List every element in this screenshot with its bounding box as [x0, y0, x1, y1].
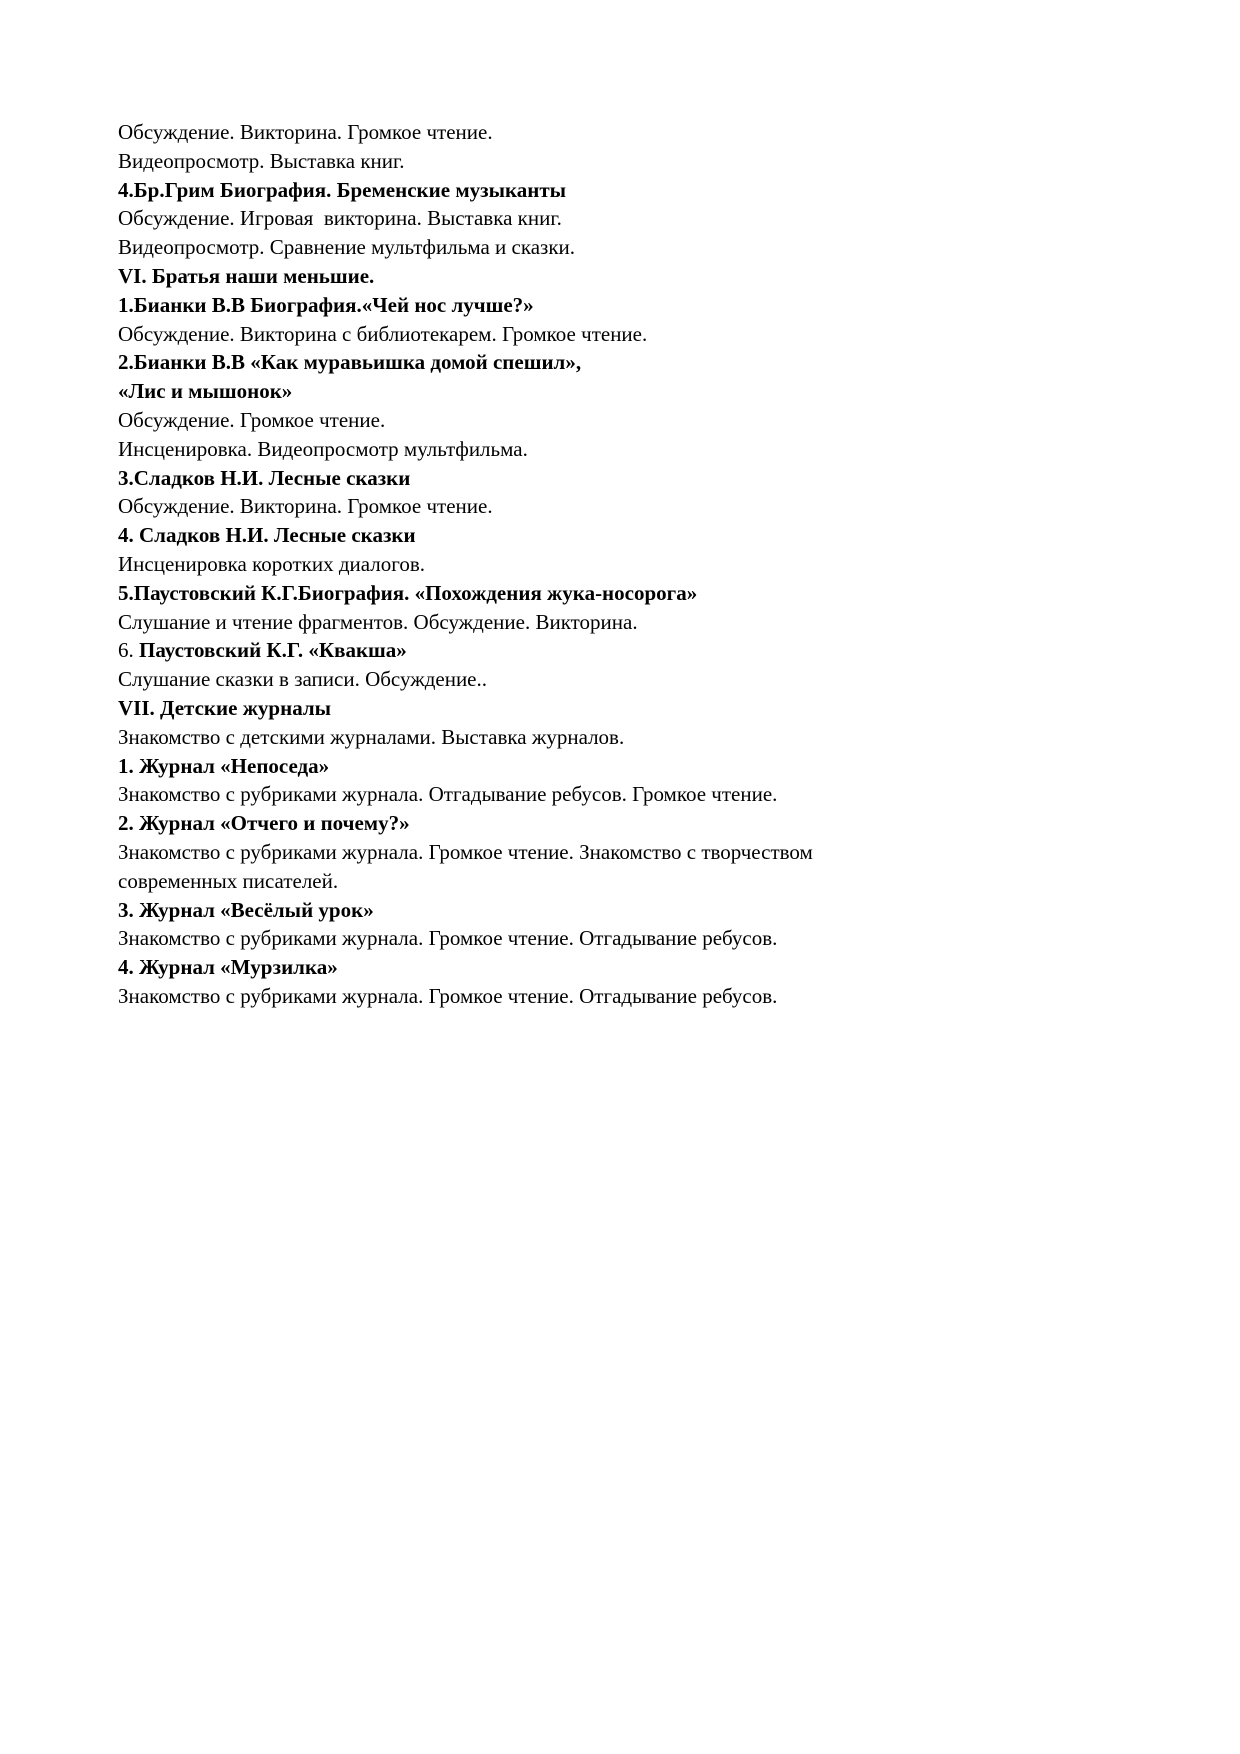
- text-line: Знакомство с рубриками журнала. Громкое чтение. Отгадывание ребусов.: [118, 926, 778, 951]
- section-heading: 3. Журнал «Весёлый урок»: [118, 897, 374, 922]
- text-line: Обсуждение. Викторина. Громкое чтение.: [118, 120, 493, 144]
- chapter-heading: VI. Братья наши меньшие.: [118, 263, 375, 288]
- section-heading-continued: «Лис и мышонок»: [118, 379, 293, 404]
- text-line: Обсуждение. Игровая викторина. Выставка книг.: [118, 206, 562, 231]
- text-line: Инсценировка. Видеопросмотр мультфильма.: [118, 436, 528, 461]
- text-line: Знакомство с детскими журналами. Выставка журналов.: [118, 724, 625, 749]
- text-line: Слушание и чтение фрагментов. Обсуждение. Викторина.: [118, 609, 638, 634]
- section-number: 6.: [118, 638, 139, 663]
- text-line: Видеопросмотр. Сравнение мультфильма и сказки.: [118, 235, 576, 260]
- section-heading: 3.Сладков Н.И. Лесные сказки: [118, 465, 411, 490]
- section-heading: 5.Паустовский К.Г.Биография. «Похождения жука-носорога»: [118, 580, 698, 605]
- text-line: современных писателей.: [118, 868, 339, 893]
- text-line: Видеопросмотр. Выставка книг.: [118, 148, 405, 173]
- text-line: Слушание сказки в записи. Обсуждение..: [118, 667, 488, 692]
- text-line: Знакомство с рубриками журнала. Громкое чтение. Отгадывание ребусов.: [118, 983, 778, 1008]
- text-line: Обсуждение. Громкое чтение.: [118, 407, 386, 432]
- section-heading: 4. Журнал «Мурзилка»: [118, 955, 338, 980]
- section-heading: 2. Журнал «Отчего и почему?»: [118, 811, 410, 836]
- section-heading: 1.Бианки В.В Биография.«Чей нос лучше?»: [118, 292, 534, 317]
- text-line: Инсценировка коротких диалогов.: [118, 551, 426, 576]
- section-heading: 4. Сладков Н.И. Лесные сказки: [118, 523, 416, 548]
- document-page: [118, 118, 1128, 1011]
- section-heading-mixed: [118, 636, 1128, 665]
- section-heading: 4.Бр.Грим Биография. Бременские музыканты: [118, 177, 567, 202]
- text-line: Знакомство с рубриками журнала. Отгадывание ребусов. Громкое чтение.: [118, 782, 778, 807]
- section-heading: 2.Бианки В.В «Как муравьишка домой спешил»,: [118, 350, 582, 375]
- section-heading: 1. Журнал «Непоседа»: [118, 753, 330, 778]
- text-line: Знакомство с рубриками журнала. Громкое чтение. Знакомство с творчеством: [118, 839, 813, 864]
- text-line: Обсуждение. Викторина. Громкое чтение.: [118, 494, 493, 519]
- section-title: Паустовский К.Г. «Квакша»: [139, 638, 407, 663]
- chapter-heading: VII. Детские журналы: [118, 695, 332, 720]
- text-line: Обсуждение. Викторина с библиотекарем. Громкое чтение.: [118, 321, 648, 346]
